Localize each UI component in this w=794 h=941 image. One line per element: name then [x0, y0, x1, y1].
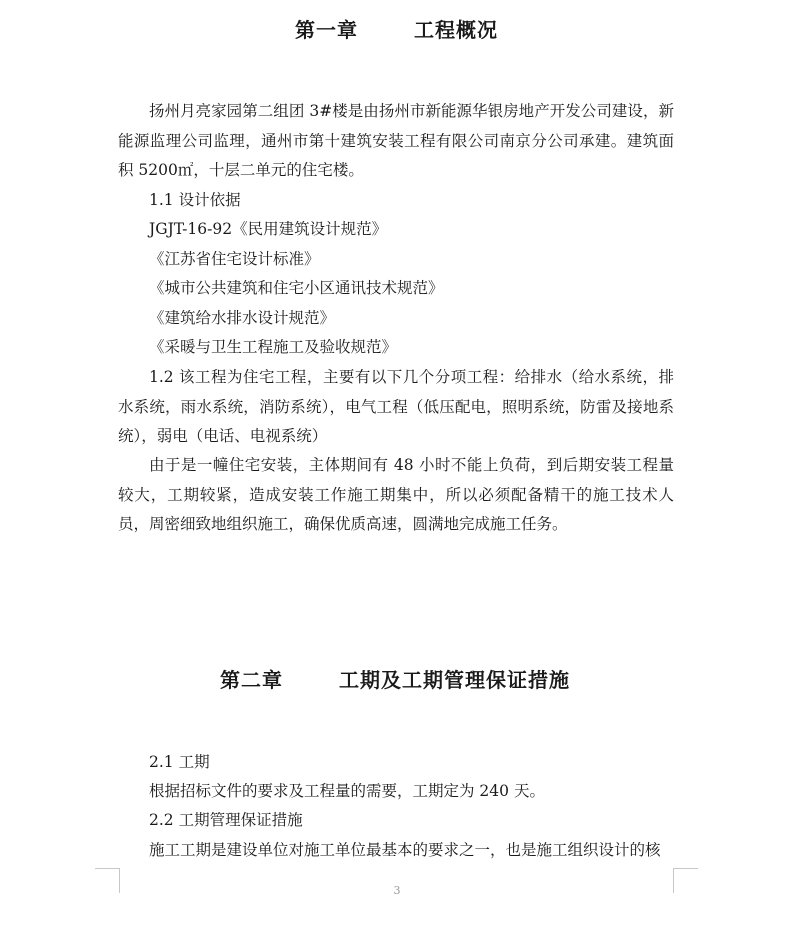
explanation-paragraph: 由于是一幢住宅安装，主体期间有 48 小时不能上负荷，到后期安装工程量较大，工期较紧，造成安装工作施工期集中，所以必须配备精干的施工技术人员，周密细致地组织施工，确保优质高速，圆满地完成施工任务。	[118, 456, 674, 533]
design-basis-item: 《江苏省住宅设计标准》	[149, 250, 320, 268]
design-basis-heading: 1.1 设计依据	[149, 191, 241, 209]
chapter-1-name: 工程概况	[414, 18, 498, 42]
heading-2-2: 2.2 工期管理保证措施	[149, 811, 303, 829]
design-basis-item: 《采暖与卫生工程施工及验收规范》	[149, 338, 398, 356]
duration-paragraph: 根据招标文件的要求及工程量的需要，工期定为 240 天。	[149, 782, 545, 800]
heading-2-1: 2.1 工期	[149, 753, 210, 771]
chapter-2-title	[220, 664, 570, 693]
chapter-1-title	[295, 14, 498, 43]
chapter-1-number: 第一章	[295, 18, 358, 42]
chapter-2-name: 工期及工期管理保证措施	[339, 668, 570, 692]
design-basis-item: 《建筑给水排水设计规范》	[149, 309, 336, 327]
chapter-2-number: 第二章	[220, 668, 283, 692]
design-basis-item: JGJT-16-92《民用建筑设计规范》	[149, 220, 388, 238]
design-basis-item: 《城市公共建筑和住宅小区通讯技术规范》	[149, 279, 444, 297]
management-paragraph: 施工工期是建设单位对施工单位最基本的要求之一，也是施工组织设计的核	[149, 841, 661, 859]
page-number: 3	[393, 884, 401, 897]
item-1-2-paragraph: 1.2 该工程为住宅工程，主要有以下几个分项工程：给排水（给水系统，排水系统，雨水系统，消防系统），电气工程（低压配电，照明系统，防雷及接地系统），弱电（电话、电视系统）	[118, 368, 674, 445]
chapter-1-intro: 扬州月亮家园第二组团 3#楼是由扬州市新能源华银房地产开发公司建设，新能源监理公司监理，通州市第十建筑安装工程有限公司南京分公司承建。建筑面积 5200㎡，十层二单元的住宅楼。	[118, 102, 674, 179]
